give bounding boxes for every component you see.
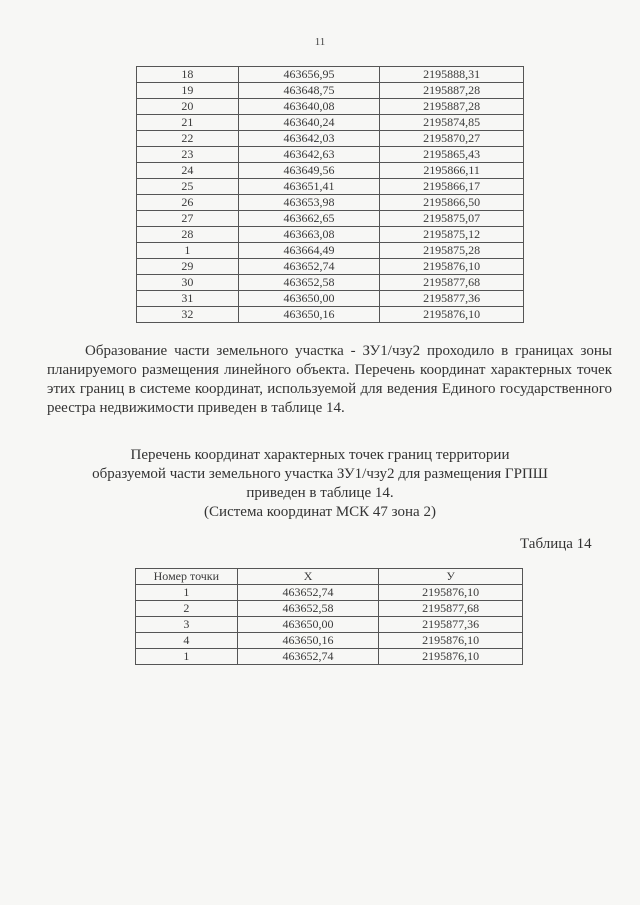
- table-cell: 2195877,36: [379, 617, 523, 633]
- table-cell: 1: [136, 649, 238, 665]
- coordinates-table-14: [135, 568, 523, 665]
- table-heading: [0, 446, 640, 522]
- table-cell: 2195865,43: [380, 147, 524, 163]
- table-cell: 463652,58: [238, 275, 380, 291]
- table-cell: 25: [137, 179, 239, 195]
- table-cell: 1: [136, 585, 238, 601]
- coordinates-table-continued: [136, 66, 524, 323]
- table-cell: 2195876,10: [379, 633, 523, 649]
- table-cell: 20: [137, 99, 239, 115]
- table-row: [136, 601, 523, 617]
- table-cell: 2195876,10: [379, 585, 523, 601]
- table-cell: 463652,74: [237, 585, 379, 601]
- table-cell: 463650,16: [237, 633, 379, 649]
- table-row: [137, 163, 524, 179]
- table-cell: 29: [137, 259, 239, 275]
- table-row: [137, 83, 524, 99]
- table-row: [137, 291, 524, 307]
- table-row: [137, 115, 524, 131]
- table-cell: 19: [137, 83, 239, 99]
- table-cell: 2195875,28: [380, 243, 524, 259]
- table-cell: 2195876,10: [379, 649, 523, 665]
- table-cell: 463642,63: [238, 147, 380, 163]
- table-row: [137, 67, 524, 83]
- table-cell: 2195876,10: [380, 307, 524, 323]
- table-row: [137, 275, 524, 291]
- table-cell: 463656,95: [238, 67, 380, 83]
- table-cell: 463663,08: [238, 227, 380, 243]
- table-cell: 32: [137, 307, 239, 323]
- table-cell: 21: [137, 115, 239, 131]
- heading-line: (Система координат МСК 47 зона 2): [204, 504, 436, 520]
- column-header: X: [237, 569, 379, 585]
- table-row: [137, 243, 524, 259]
- table-row: [136, 633, 523, 649]
- table-cell: 2195866,50: [380, 195, 524, 211]
- table-cell: 463651,41: [238, 179, 380, 195]
- table-cell: 463652,74: [237, 649, 379, 665]
- table-cell: 18: [137, 67, 239, 83]
- column-header: У: [379, 569, 523, 585]
- table-row: [137, 307, 524, 323]
- table-cell: 26: [137, 195, 239, 211]
- table-cell: 23: [137, 147, 239, 163]
- page-number: 11: [314, 36, 326, 48]
- table-cell: 2195877,36: [380, 291, 524, 307]
- table-cell: 2195877,68: [379, 601, 523, 617]
- column-header: Номер точки: [136, 569, 238, 585]
- table-cell: 28: [137, 227, 239, 243]
- table-cell: 2195870,27: [380, 131, 524, 147]
- table-cell: 3: [136, 617, 238, 633]
- heading-line: образуемой части земельного участка ЗУ1/чзу2 для размещения ГРПШ: [92, 466, 548, 482]
- table-cell: 2195875,12: [380, 227, 524, 243]
- table-cell: 24: [137, 163, 239, 179]
- heading-line: приведен в таблице 14.: [246, 485, 394, 501]
- table-cell: 463652,58: [237, 601, 379, 617]
- table-row: [137, 179, 524, 195]
- table-row: [137, 227, 524, 243]
- table-header-row: [136, 569, 523, 585]
- table-row: [136, 617, 523, 633]
- table-cell: 2195866,11: [380, 163, 524, 179]
- table-cell: 27: [137, 211, 239, 227]
- table-cell: 463662,65: [238, 211, 380, 227]
- table-cell: 2195876,10: [380, 259, 524, 275]
- table-cell: 2195874,85: [380, 115, 524, 131]
- table-cell: 22: [137, 131, 239, 147]
- table-cell: 31: [137, 291, 239, 307]
- table-row: [137, 211, 524, 227]
- table-cell: 2195877,68: [380, 275, 524, 291]
- table-cell: 463650,16: [238, 307, 380, 323]
- table-cell: 463650,00: [238, 291, 380, 307]
- table-row: [137, 195, 524, 211]
- table-row: [137, 259, 524, 275]
- table-cell: 463642,03: [238, 131, 380, 147]
- table-cell: 463664,49: [238, 243, 380, 259]
- table-cell: 463640,08: [238, 99, 380, 115]
- table-cell: 463649,56: [238, 163, 380, 179]
- heading-line: Перечень координат характерных точек границ территории: [130, 447, 510, 463]
- table-cell: 2195887,28: [380, 99, 524, 115]
- table-cell: 1: [137, 243, 239, 259]
- table-cell: 2: [136, 601, 238, 617]
- table-cell: 463650,00: [237, 617, 379, 633]
- table-caption: Таблица 14: [520, 536, 592, 552]
- body-paragraph: Образование части земельного участка - ЗУ1/чзу2 проходило в границах зоны планируемого размещения линейного объекта. Перечень координат характерных точек этих границ в системе координат, используемой для ведения Единого государственного реестра недвижимости приведен в таблице 14.: [47, 343, 612, 416]
- table-row: [136, 649, 523, 665]
- table-cell: 2195888,31: [380, 67, 524, 83]
- table-cell: 463652,74: [238, 259, 380, 275]
- table-row: [137, 147, 524, 163]
- table-cell: 463648,75: [238, 83, 380, 99]
- table-row: [136, 585, 523, 601]
- table-cell: 463653,98: [238, 195, 380, 211]
- table-row: [137, 99, 524, 115]
- table-cell: 2195866,17: [380, 179, 524, 195]
- table-cell: 2195887,28: [380, 83, 524, 99]
- table-cell: 30: [137, 275, 239, 291]
- table-cell: 2195875,07: [380, 211, 524, 227]
- table-cell: 4: [136, 633, 238, 649]
- table-cell: 463640,24: [238, 115, 380, 131]
- table-row: [137, 131, 524, 147]
